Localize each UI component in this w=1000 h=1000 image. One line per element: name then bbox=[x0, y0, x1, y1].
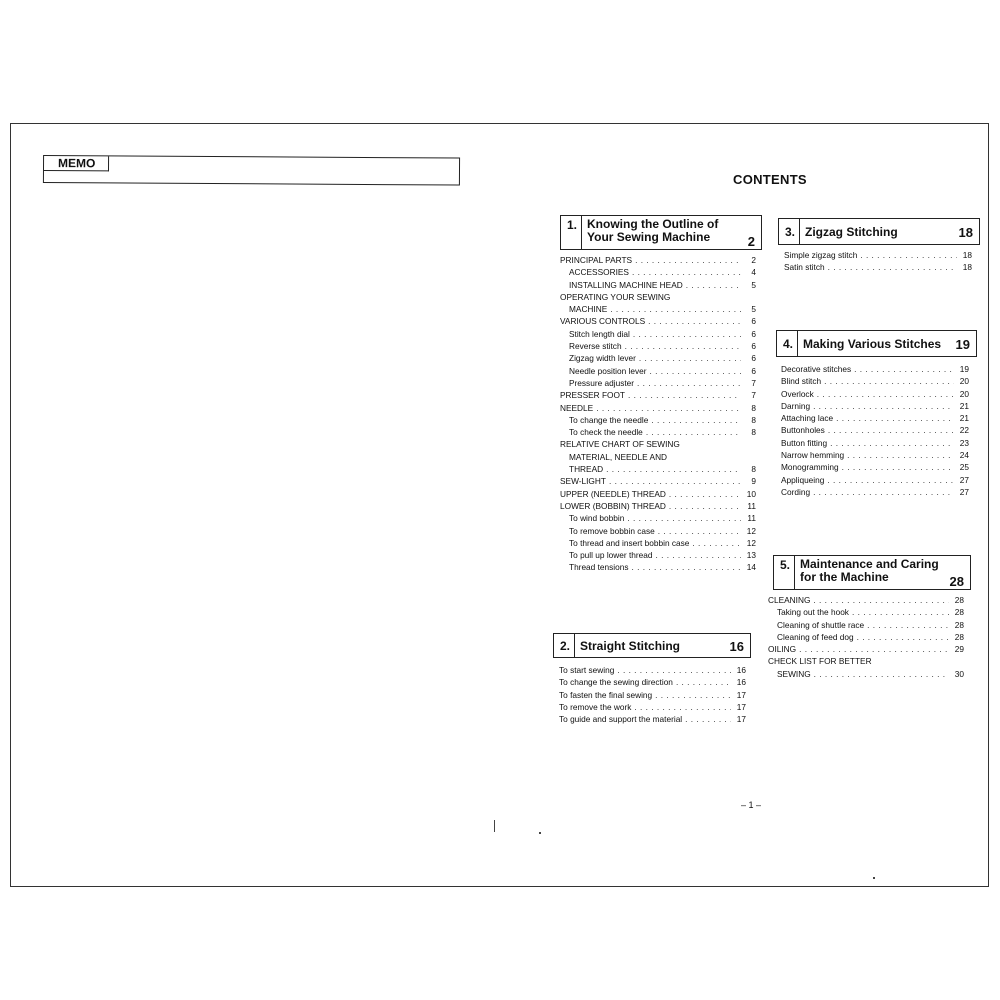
toc-entry-page: 10 bbox=[746, 488, 756, 499]
toc-entry bbox=[560, 414, 756, 426]
toc-entry-page: 20 bbox=[959, 376, 969, 387]
toc-entry bbox=[560, 254, 756, 266]
toc-entry bbox=[560, 525, 756, 537]
toc-entry-label: To remove bobbin case bbox=[569, 525, 655, 536]
toc-entry bbox=[560, 402, 756, 414]
toc-entry-page: 19 bbox=[959, 364, 969, 374]
page-number: – 1 – bbox=[741, 800, 762, 810]
toc-entry-page: 6 bbox=[751, 353, 756, 364]
toc-entry-label: Needle position lever bbox=[569, 365, 647, 376]
toc-entry-label: Decorative stitches bbox=[781, 364, 852, 374]
section-title: Making Various Stitches bbox=[803, 337, 942, 351]
toc-entry-page: 27 bbox=[959, 474, 969, 485]
toc-entry-label: To pull up lower thread bbox=[569, 550, 653, 561]
toc-entry-label: Monogramming bbox=[781, 462, 839, 473]
toc-entry bbox=[768, 631, 964, 643]
toc-entry-page: 7 bbox=[751, 377, 756, 388]
toc-entry bbox=[560, 377, 756, 389]
dot-leader bbox=[658, 525, 741, 537]
toc-entry-page: 9 bbox=[751, 476, 756, 487]
toc-entry-label: OPERATING YOUR SEWING bbox=[560, 291, 671, 302]
toc-entry bbox=[560, 365, 756, 377]
toc-section-1 bbox=[560, 215, 762, 574]
toc-entry-page: 8 bbox=[751, 427, 756, 438]
section-page: 16 bbox=[729, 639, 744, 654]
toc-entry-label: Appliqueing bbox=[781, 474, 825, 485]
toc-entry-label: CLEANING bbox=[768, 595, 811, 605]
section-title: Zigzag Stitching bbox=[805, 225, 898, 239]
toc-entry-page: 22 bbox=[959, 425, 969, 436]
toc-entry-label: Attaching lace bbox=[781, 413, 834, 424]
toc-entry-page: 17 bbox=[736, 714, 746, 725]
toc-entry bbox=[560, 463, 756, 475]
toc-entry-label: Simple zigzag stitch bbox=[784, 250, 858, 260]
dot-leader bbox=[857, 631, 949, 643]
toc-entry bbox=[560, 340, 756, 352]
toc-entry-label: Thread tensions bbox=[569, 562, 629, 573]
toc-entry bbox=[781, 375, 969, 387]
toc-entry-label: VARIOUS CONTROLS bbox=[560, 316, 646, 327]
toc-entry-label: OILING bbox=[768, 644, 797, 655]
toc-entry-label: To change the sewing direction bbox=[559, 677, 673, 688]
toc-entry bbox=[560, 279, 756, 291]
section-number: 3. bbox=[779, 219, 800, 244]
toc-entry-page: 6 bbox=[751, 365, 756, 376]
toc-entry bbox=[559, 676, 746, 688]
toc-entry bbox=[560, 266, 756, 278]
section-title-line: Knowing the Outline of bbox=[587, 217, 719, 231]
toc-entry-label: Zigzag width lever bbox=[569, 353, 636, 364]
dot-leader bbox=[813, 594, 949, 606]
toc-entry-page: 14 bbox=[746, 562, 756, 573]
dot-leader bbox=[617, 664, 731, 676]
dot-leader bbox=[610, 303, 741, 315]
toc-entry-page: 16 bbox=[736, 677, 746, 688]
toc-entry bbox=[560, 500, 756, 512]
toc-entry bbox=[781, 363, 969, 375]
scan-speck bbox=[873, 877, 875, 879]
toc-entry-page: 23 bbox=[959, 437, 969, 448]
dot-leader bbox=[634, 701, 731, 713]
toc-entry bbox=[781, 449, 969, 461]
toc-entry-label: SEW-LIGHT bbox=[560, 476, 606, 487]
toc-entry-page: 18 bbox=[962, 250, 972, 260]
toc-entry-page: 30 bbox=[954, 668, 964, 679]
dot-leader bbox=[669, 500, 741, 512]
toc-entry-label: Taking out the hook bbox=[777, 607, 849, 618]
entry-list bbox=[784, 249, 972, 274]
entry-list bbox=[560, 254, 756, 574]
toc-entry-label: Overlock bbox=[781, 388, 814, 399]
toc-entry-label: Stitch length dial bbox=[569, 328, 630, 339]
section-number: 4. bbox=[777, 331, 798, 356]
dot-leader bbox=[648, 315, 741, 327]
toc-entry bbox=[560, 328, 756, 340]
toc-entry-label: Satin stitch bbox=[784, 262, 825, 273]
toc-entry bbox=[768, 643, 964, 655]
toc-entry-label: To start sewing bbox=[559, 665, 615, 675]
toc-entry bbox=[559, 701, 746, 713]
dot-leader bbox=[633, 328, 741, 340]
toc-entry-page: 13 bbox=[746, 550, 756, 561]
dot-leader bbox=[637, 377, 741, 389]
toc-entry-label: To fasten the final sewing bbox=[559, 689, 653, 700]
toc-entry-page: 28 bbox=[954, 619, 964, 630]
toc-entry-page: 18 bbox=[962, 262, 972, 273]
toc-entry bbox=[781, 400, 969, 412]
section-title bbox=[582, 216, 748, 249]
toc-entry-label: INSTALLING MACHINE HEAD bbox=[569, 279, 683, 290]
toc-entry-page: 5 bbox=[751, 304, 756, 315]
toc-entry-label: Darning bbox=[781, 400, 811, 411]
toc-entry-label: Narrow hemming bbox=[781, 450, 845, 461]
toc-entry-page: 17 bbox=[736, 701, 746, 712]
section-number: 2. bbox=[554, 634, 575, 657]
toc-entry-page: 12 bbox=[746, 537, 756, 548]
dot-leader bbox=[646, 426, 741, 438]
dot-leader bbox=[836, 412, 954, 424]
dot-leader bbox=[817, 388, 954, 400]
toc-entry-page: 25 bbox=[959, 462, 969, 473]
toc-entry-page: 8 bbox=[751, 414, 756, 425]
toc-entry-label: Blind stitch bbox=[781, 376, 822, 387]
toc-entry-label: Pressure adjuster bbox=[569, 377, 635, 388]
toc-entry-page: 29 bbox=[954, 644, 964, 655]
toc-entry-page: 7 bbox=[751, 390, 756, 401]
section-number: 1. bbox=[561, 216, 582, 249]
section-title: Straight Stitching bbox=[580, 639, 681, 653]
toc-entry bbox=[560, 512, 756, 524]
dot-leader bbox=[824, 375, 954, 387]
entry-list bbox=[559, 664, 746, 725]
toc-entry-page: 6 bbox=[751, 316, 756, 327]
toc-entry-page: 21 bbox=[959, 413, 969, 424]
toc-entry bbox=[781, 388, 969, 400]
dot-leader bbox=[842, 461, 954, 473]
toc-entry bbox=[559, 689, 746, 701]
toc-entry bbox=[781, 412, 969, 424]
toc-entry bbox=[560, 352, 756, 364]
dot-leader bbox=[813, 400, 954, 412]
entry-list bbox=[768, 594, 964, 680]
toc-entry bbox=[768, 594, 964, 606]
toc-entry-label: PRINCIPAL PARTS bbox=[560, 255, 633, 265]
toc-entry bbox=[560, 549, 756, 561]
dot-leader bbox=[685, 713, 731, 725]
toc-entry-page: 4 bbox=[751, 267, 756, 278]
toc-entry-page: 5 bbox=[751, 279, 756, 290]
toc-entry-label: RELATIVE CHART OF SEWING bbox=[560, 439, 680, 450]
toc-entry bbox=[781, 437, 969, 449]
dot-leader bbox=[628, 389, 741, 401]
toc-entry-page: 28 bbox=[954, 631, 964, 642]
memo-label: MEMO bbox=[44, 156, 109, 171]
dot-leader bbox=[651, 414, 741, 426]
toc-entry-label: To check the needle bbox=[569, 427, 643, 438]
toc-entry-label: PRESSER FOOT bbox=[560, 390, 626, 401]
dot-leader bbox=[639, 352, 741, 364]
dot-leader bbox=[606, 463, 741, 475]
toc-entry-label: Cleaning of feed dog bbox=[777, 631, 854, 642]
toc-entry-page: 8 bbox=[751, 402, 756, 413]
toc-entry bbox=[781, 461, 969, 473]
toc-entry-page: 11 bbox=[747, 500, 756, 511]
toc-entry-label: To guide and support the material bbox=[559, 714, 683, 725]
dot-leader bbox=[860, 249, 957, 261]
section-header bbox=[778, 218, 980, 245]
toc-entry-label: Cording bbox=[781, 486, 811, 497]
toc-entry bbox=[768, 668, 964, 680]
toc-entry-page: 2 bbox=[751, 255, 756, 265]
dot-leader bbox=[635, 254, 741, 266]
toc-entry bbox=[559, 664, 746, 676]
toc-entry bbox=[768, 655, 964, 667]
toc-entry bbox=[560, 451, 756, 463]
toc-entry-label: Button fitting bbox=[781, 437, 828, 448]
dot-leader bbox=[676, 676, 731, 688]
toc-section-5 bbox=[768, 555, 971, 680]
dot-leader bbox=[847, 449, 954, 461]
section-header bbox=[776, 330, 977, 357]
section-number: 5. bbox=[774, 556, 795, 589]
toc-section-4 bbox=[776, 330, 977, 498]
dot-leader bbox=[627, 512, 741, 524]
dot-leader bbox=[649, 365, 741, 377]
toc-entry-label: SEWING bbox=[777, 668, 811, 679]
section-page: 19 bbox=[955, 337, 970, 352]
section-page: 18 bbox=[958, 225, 973, 240]
toc-entry-page: 6 bbox=[751, 328, 756, 339]
toc-entry bbox=[781, 486, 969, 498]
dot-leader bbox=[632, 561, 742, 573]
dot-leader bbox=[609, 475, 741, 487]
dot-leader bbox=[655, 689, 731, 701]
toc-entry bbox=[784, 261, 972, 273]
toc-entry-label: NEEDLE bbox=[560, 402, 594, 413]
toc-entry-label: MACHINE bbox=[569, 304, 608, 315]
toc-entry bbox=[781, 474, 969, 486]
toc-entry-page: 6 bbox=[751, 341, 756, 352]
toc-entry-label: To wind bobbin bbox=[569, 513, 625, 524]
toc-entry-page: 12 bbox=[746, 525, 756, 536]
toc-entry bbox=[560, 537, 756, 549]
toc-entry-label: To remove the work bbox=[559, 701, 632, 712]
dot-leader bbox=[596, 402, 741, 414]
dot-leader bbox=[828, 424, 954, 436]
dot-leader bbox=[827, 474, 954, 486]
toc-entry bbox=[560, 561, 756, 573]
toc-entry bbox=[560, 315, 756, 327]
dot-leader bbox=[625, 340, 741, 352]
section-title-line: Your Sewing Machine bbox=[587, 230, 711, 244]
section-title bbox=[795, 556, 950, 589]
toc-entry bbox=[560, 291, 756, 303]
toc-entry-page: 17 bbox=[736, 689, 746, 700]
toc-entry-label: MATERIAL, NEEDLE AND bbox=[569, 451, 668, 462]
dot-leader bbox=[692, 537, 741, 549]
toc-entry-page: 24 bbox=[959, 450, 969, 461]
toc-entry-label: To change the needle bbox=[569, 414, 649, 425]
toc-entry bbox=[560, 488, 756, 500]
dot-leader bbox=[686, 279, 741, 291]
dot-leader bbox=[655, 549, 741, 561]
scan-speck bbox=[494, 820, 495, 832]
section-title-line: for the Machine bbox=[800, 570, 889, 584]
toc-entry-label: CHECK LIST FOR BETTER bbox=[768, 656, 872, 667]
toc-entry-page: 21 bbox=[959, 400, 969, 411]
toc-entry-label: Reverse stitch bbox=[569, 341, 622, 352]
toc-entry bbox=[560, 438, 756, 450]
toc-entry bbox=[560, 303, 756, 315]
toc-entry bbox=[560, 426, 756, 438]
section-header bbox=[553, 633, 751, 658]
dot-leader bbox=[813, 486, 954, 498]
toc-entry bbox=[781, 424, 969, 436]
toc-section-3 bbox=[778, 218, 980, 274]
dot-leader bbox=[852, 606, 949, 618]
section-title-line: Maintenance and Caring bbox=[800, 557, 939, 571]
entry-list bbox=[781, 363, 969, 498]
section-page: 2 bbox=[747, 234, 755, 249]
toc-entry-label: ACCESSORIES bbox=[569, 267, 629, 278]
toc-entry-page: 27 bbox=[959, 486, 969, 497]
section-header bbox=[773, 555, 971, 590]
dot-leader bbox=[632, 266, 741, 278]
dot-leader bbox=[828, 261, 957, 273]
toc-entry-page: 11 bbox=[747, 513, 756, 524]
toc-entry bbox=[784, 249, 972, 261]
dot-leader bbox=[799, 643, 949, 655]
toc-entry-page: 20 bbox=[959, 388, 969, 399]
toc-entry-page: 28 bbox=[954, 607, 964, 618]
scan-speck bbox=[539, 832, 541, 834]
dot-leader bbox=[854, 363, 954, 375]
toc-entry bbox=[768, 606, 964, 618]
toc-entry-label: Cleaning of shuttle race bbox=[777, 619, 865, 630]
toc-entry bbox=[559, 713, 746, 725]
dot-leader bbox=[814, 668, 949, 680]
dot-leader bbox=[867, 619, 949, 631]
toc-entry-label: Buttonholes bbox=[781, 425, 825, 436]
toc-entry-label: THREAD bbox=[569, 464, 604, 475]
toc-entry-page: 16 bbox=[736, 665, 746, 675]
toc-entry-page: 8 bbox=[751, 464, 756, 475]
dot-leader bbox=[669, 488, 741, 500]
toc-entry bbox=[560, 475, 756, 487]
toc-entry-label: To thread and insert bobbin case bbox=[569, 537, 690, 548]
toc-section-2 bbox=[553, 633, 751, 725]
contents-title: CONTENTS bbox=[733, 172, 807, 187]
toc-entry-label: LOWER (BOBBIN) THREAD bbox=[560, 500, 666, 511]
toc-entry bbox=[768, 619, 964, 631]
section-page: 28 bbox=[949, 574, 964, 589]
section-header bbox=[560, 215, 762, 250]
memo-box bbox=[43, 155, 460, 186]
toc-entry bbox=[560, 389, 756, 401]
toc-entry-label: UPPER (NEEDLE) THREAD bbox=[560, 488, 666, 499]
toc-entry-page: 28 bbox=[954, 595, 964, 605]
dot-leader bbox=[830, 437, 954, 449]
